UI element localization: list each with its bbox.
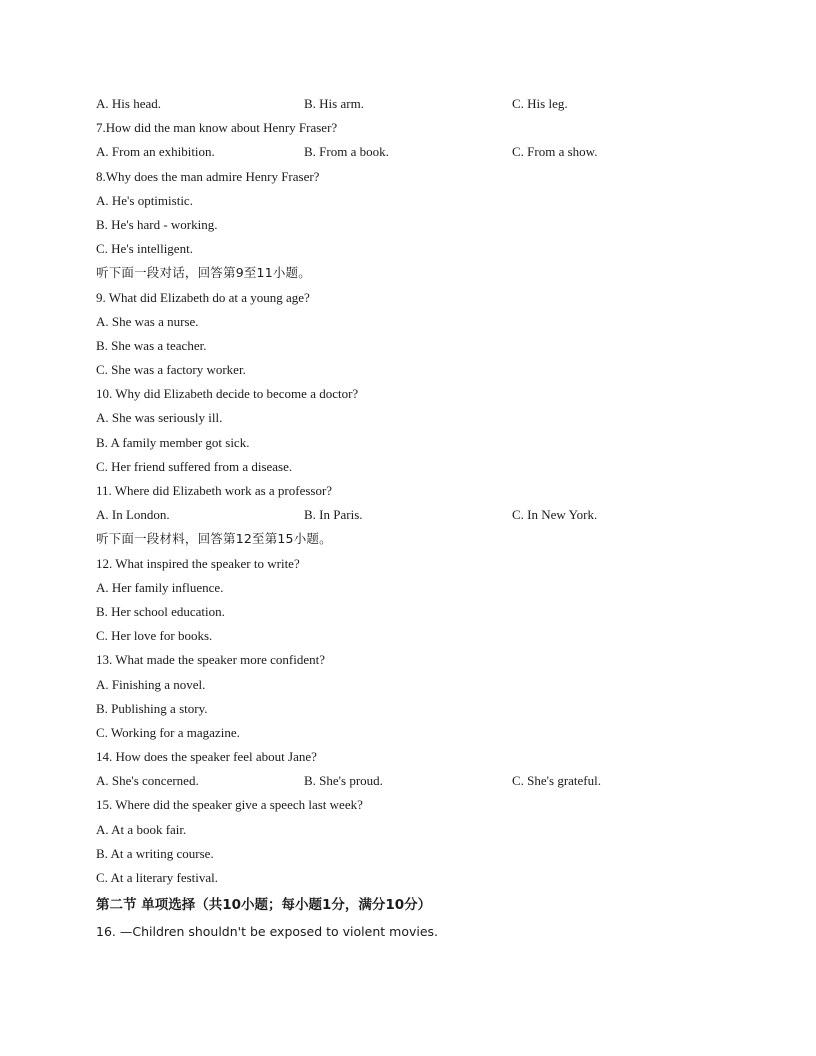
question-12: 12. What inspired the speaker to write?: [96, 555, 300, 571]
option-b: B. She was a teacher.: [96, 337, 207, 353]
q11-options: [96, 505, 736, 529]
option-c: C. At a literary festival.: [96, 870, 219, 885]
question-13: 13. What made the speaker more confident?: [96, 652, 325, 668]
option-a: A. She's concerned.: [96, 773, 199, 789]
option-b: B. Publishing a story.: [96, 700, 208, 716]
question-8: 8.Why does the man admire Henry Fraser?: [96, 168, 320, 184]
document-body: [96, 94, 736, 946]
question-7: 7.How did the man know about Henry Fraser?: [96, 120, 338, 136]
question-15: 15. Where did the speaker give a speech last week?: [96, 797, 363, 813]
option-c: C. Her love for books.: [96, 628, 213, 644]
option-c: C. His leg.: [512, 96, 568, 111]
option-a: A. From an exhibition.: [96, 144, 215, 160]
option-c: C. From a show.: [512, 144, 598, 160]
section-heading: 第二节 单项选择（共10小题；每小题1分，满分10分）: [96, 897, 432, 914]
question-11: 11. Where did Elizabeth work as a professor?: [96, 483, 333, 498]
option-a: A. At a book fair.: [96, 821, 187, 837]
option-c: C. He's intelligent.: [96, 241, 193, 257]
option-a: A. In London.: [96, 507, 170, 523]
option-a: A. His head.: [96, 96, 161, 111]
listening-instruction: 听下面一段对话，回答第9至11小题。: [96, 265, 311, 281]
option-c: C. She was a factory worker.: [96, 362, 246, 378]
option-c: C. Her friend suffered from a disease.: [96, 458, 293, 474]
option-c: C. She's grateful.: [512, 773, 601, 789]
option-b: B. Her school education.: [96, 603, 225, 619]
option-b: B. A family member got sick.: [96, 434, 250, 450]
option-a: A. He's optimistic.: [96, 192, 193, 208]
option-c: C. In New York.: [512, 507, 598, 523]
question-10: 10. Why did Elizabeth decide to become a doctor?: [96, 386, 359, 402]
option-b: B. At a writing course.: [96, 845, 214, 861]
q6-options: [96, 94, 736, 118]
option-b: B. From a book.: [304, 144, 389, 160]
question-14: 14. How does the speaker feel about Jane?: [96, 749, 317, 765]
listening-instruction: 听下面一段材料，回答第12至第15小题。: [96, 531, 332, 547]
option-a: A. She was seriously ill.: [96, 410, 223, 426]
option-c: C. Working for a magazine.: [96, 724, 240, 740]
question-16: 16. —Children shouldn't be exposed to violent movies.: [96, 924, 439, 940]
option-b: B. He's hard - working.: [96, 216, 218, 232]
q7-options: [96, 142, 736, 166]
option-b: B. His arm.: [304, 96, 364, 111]
question-9: 9. What did Elizabeth do at a young age?: [96, 289, 310, 305]
option-a: A. Finishing a novel.: [96, 676, 206, 692]
q14-options: [96, 771, 736, 795]
option-a: A. She was a nurse.: [96, 313, 199, 329]
option-b: B. In Paris.: [304, 507, 363, 523]
option-a: A. Her family influence.: [96, 579, 224, 595]
option-b: B. She's proud.: [304, 773, 383, 789]
